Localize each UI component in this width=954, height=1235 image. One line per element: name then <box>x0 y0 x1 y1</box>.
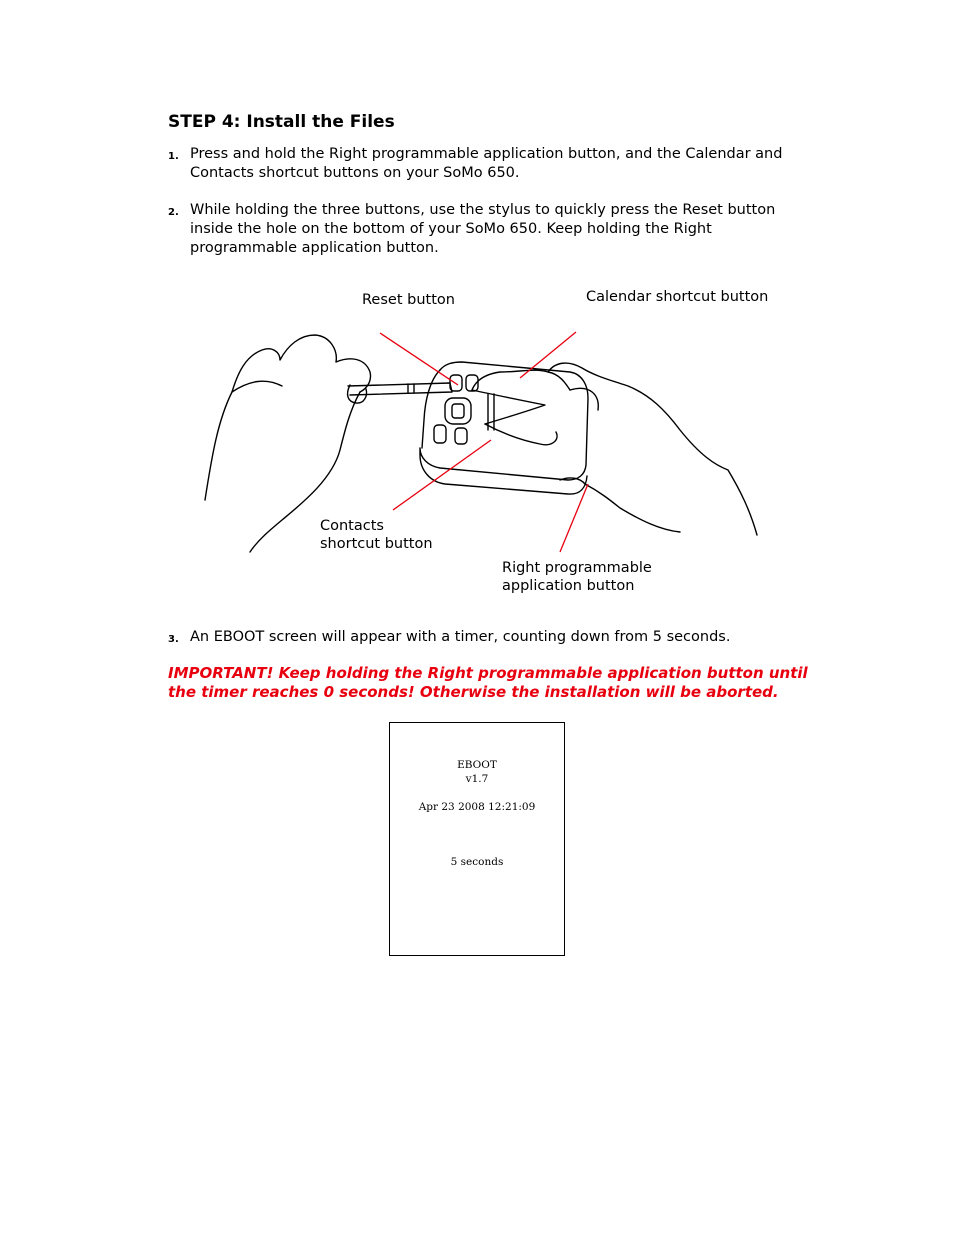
eboot-title: EBOOT <box>457 759 497 771</box>
contacts-label-line-2: shortcut button <box>320 536 433 552</box>
right-programmable-label <box>502 559 652 595</box>
step-heading: STEP 4: Install the Files <box>168 112 395 132</box>
step-number: 1. <box>168 151 179 162</box>
reset-button-label: Reset button <box>362 292 455 308</box>
step-text: Press and hold the Right programmable application button, and the Calendar and Contacts shortcut buttons on your SoMo 650. <box>190 146 783 181</box>
important-warning: IMPORTANT! Keep holding the Right programmable application button until the timer reaches 0 seconds! Otherwise the installation will be aborted. <box>168 664 808 701</box>
eboot-screen <box>389 722 565 956</box>
contacts-label-line-1: Contacts <box>320 518 384 534</box>
step-text: An EBOOT screen will appear with a timer, counting down from 5 seconds. <box>190 629 731 645</box>
right-label-line-2: application button <box>502 578 635 594</box>
eboot-countdown: 5 seconds <box>450 856 504 868</box>
calendar-shortcut-label: Calendar shortcut button <box>586 289 769 305</box>
step-text: While holding the three buttons, use the stylus to quickly press the Reset button inside the hole on the bottom of your SoMo 650. Keep holding the Right programmable application button. <box>190 202 776 256</box>
eboot-datetime: Apr 23 2008 12:21:09 <box>418 801 536 813</box>
right-label-line-1: Right programmable <box>502 560 652 576</box>
contacts-shortcut-label <box>320 517 433 553</box>
step-3 <box>168 628 808 648</box>
step-number: 2. <box>168 207 179 218</box>
step-number: 3. <box>168 634 179 645</box>
eboot-version: v1.7 <box>465 773 489 785</box>
